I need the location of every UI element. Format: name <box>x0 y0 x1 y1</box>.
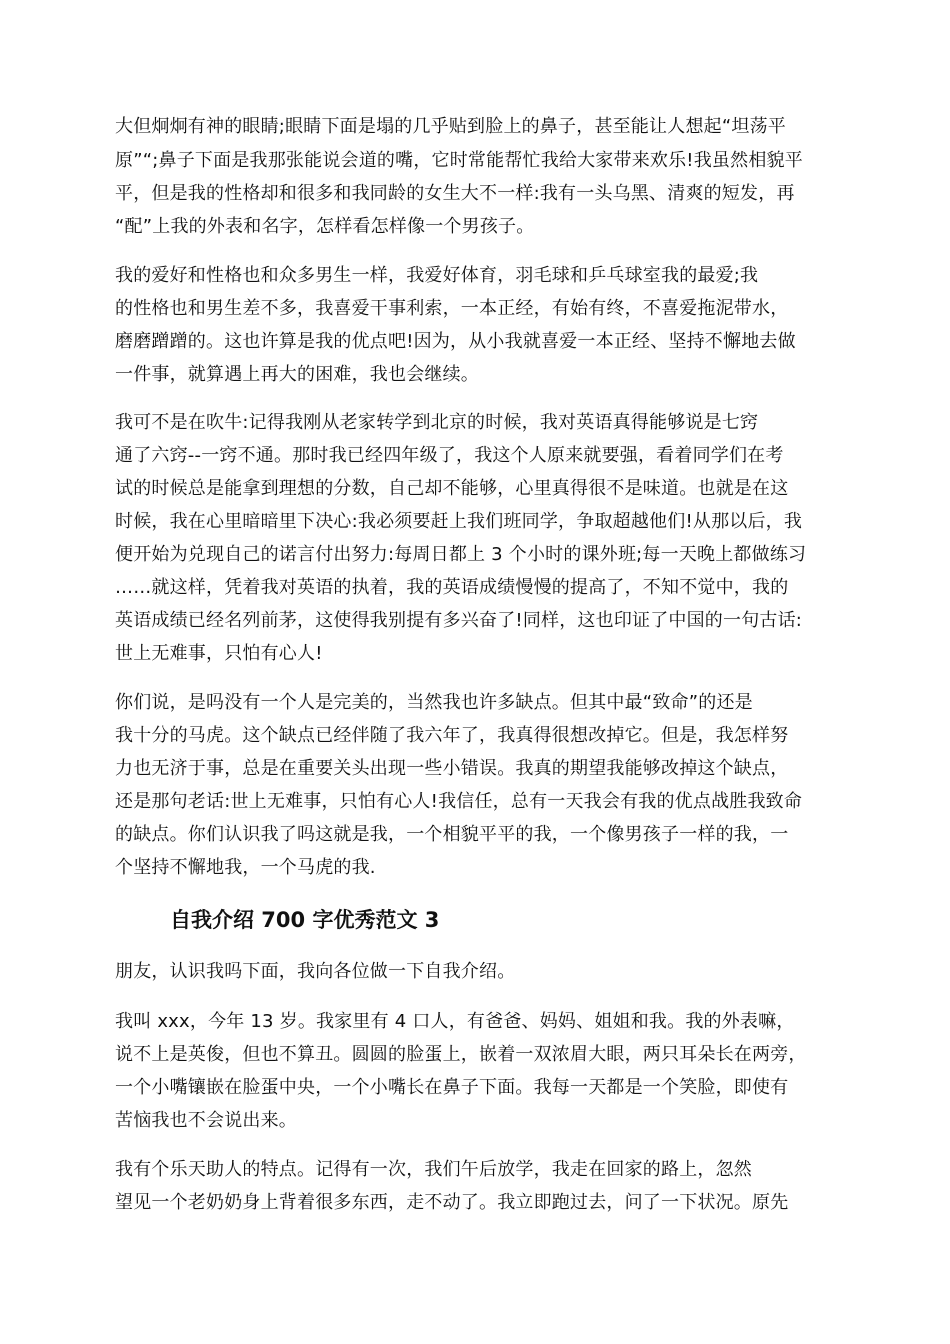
paragraph-line: 说不上是英俊，但也不算丑。圆圆的脸蛋上，嵌着一双浓眉大眼，两只耳朵长在两旁， <box>115 1044 807 1065</box>
paragraph-line: 大但炯炯有神的眼睛;眼睛下面是塌的几乎贴到脸上的鼻子，甚至能让人想起“坦荡平 <box>115 116 786 137</box>
paragraph-line: 磨磨蹭蹭的。这也许算是我的优点吧!因为，从小我就喜爱一本正经、坚持不懈地去做 <box>115 331 796 352</box>
paragraph-line: ……就这样，凭着我对英语的执着，我的英语成绩慢慢的提高了，不知不觉中，我的 <box>115 577 789 598</box>
paragraph-line: 我叫 xxx，今年 13 岁。我家里有 4 口人，有爸爸、妈妈、姐姐和我。我的外表嘛， <box>115 1011 795 1032</box>
paragraph-line: 朋友，认识我吗下面，我向各位做一下自我介绍。 <box>115 961 516 982</box>
paragraph-line: 苦恼我也不会说出来。 <box>115 1110 297 1131</box>
section-heading: 自我介绍 700 字优秀范文 3 <box>170 908 440 932</box>
paragraph-line: 我十分的马虎。这个缺点已经伴随了我六年了，我真得很想改掉它。但是，我怎样努 <box>115 725 789 746</box>
paragraph-line: 原”“;鼻子下面是我那张能说会道的嘴，它时常能帮忙我给大家带来欢乐!我虽然相貌平 <box>115 150 803 171</box>
paragraph-line: 我的爱好和性格也和众多男生一样，我爱好体育，羽毛球和乒乓球室我的最爱;我 <box>115 265 759 286</box>
paragraph-line: 你们说，是吗没有一个人是完美的，当然我也许多缺点。但其中最“致命”的还是 <box>115 692 753 713</box>
paragraph-line: 一件事，就算遇上再大的困难，我也会继续。 <box>115 364 479 385</box>
paragraph-line: 试的时候总是能拿到理想的分数，自己却不能够，心里真得很不是味道。也就是在这 <box>115 478 789 499</box>
paragraph-line: “配”上我的外表和名字，怎样看怎样像一个男孩子。 <box>115 216 535 237</box>
paragraph-line: 还是那句老话:世上无难事，只怕有心人!我信任，总有一天我会有我的优点战胜我致命 <box>115 791 803 812</box>
paragraph-line: 世上无难事，只怕有心人! <box>115 643 323 664</box>
paragraph-line: 通了六窍--一窍不通。那时我已经四年级了，我这个人原来就要强，看着同学们在考 <box>115 445 784 466</box>
paragraph-line: 便开始为兑现自己的诺言付出努力:每周日都上 3 个小时的课外班;每一天晚上都做练习 <box>115 544 807 565</box>
paragraph-line: 平，但是我的性格却和很多和我同龄的女生大不一样:我有一头乌黑、清爽的短发，再 <box>115 183 795 204</box>
paragraph-line: 望见一个老奶奶身上背着很多东西，走不动了。我立即跑过去，问了一下状况。原先 <box>115 1192 789 1213</box>
paragraph-line: 力也无济于事，总是在重要关头出现一些小错误。我真的期望我能够改掉这个缺点， <box>115 758 789 779</box>
paragraph-line: 一个小嘴镶嵌在脸蛋中央，一个小嘴长在鼻子下面。我每一天都是一个笑脸，即使有 <box>115 1077 789 1098</box>
paragraph-line: 时候，我在心里暗暗里下决心:我必须要赶上我们班同学，争取超越他们!从那以后，我 <box>115 511 803 532</box>
paragraph-line: 英语成绩已经名列前茅，这使得我别提有多兴奋了!同样，这也印证了中国的一句古话: <box>115 610 803 631</box>
paragraph-line: 的性格也和男生差不多，我喜爱干事利索，一本正经，有始有终，不喜爱拖泥带水， <box>115 298 789 319</box>
paragraph-line: 我有个乐天助人的特点。记得有一次，我们午后放学，我走在回家的路上，忽然 <box>115 1159 752 1180</box>
paragraph-line: 个坚持不懈地我，一个马虎的我. <box>115 857 376 878</box>
paragraph-line: 的缺点。你们认识我了吗这就是我，一个相貌平平的我，一个像男孩子一样的我，一 <box>115 824 789 845</box>
paragraph-line: 我可不是在吹牛:记得我刚从老家转学到北京的时候，我对英语真得能够说是七窍 <box>115 412 759 433</box>
